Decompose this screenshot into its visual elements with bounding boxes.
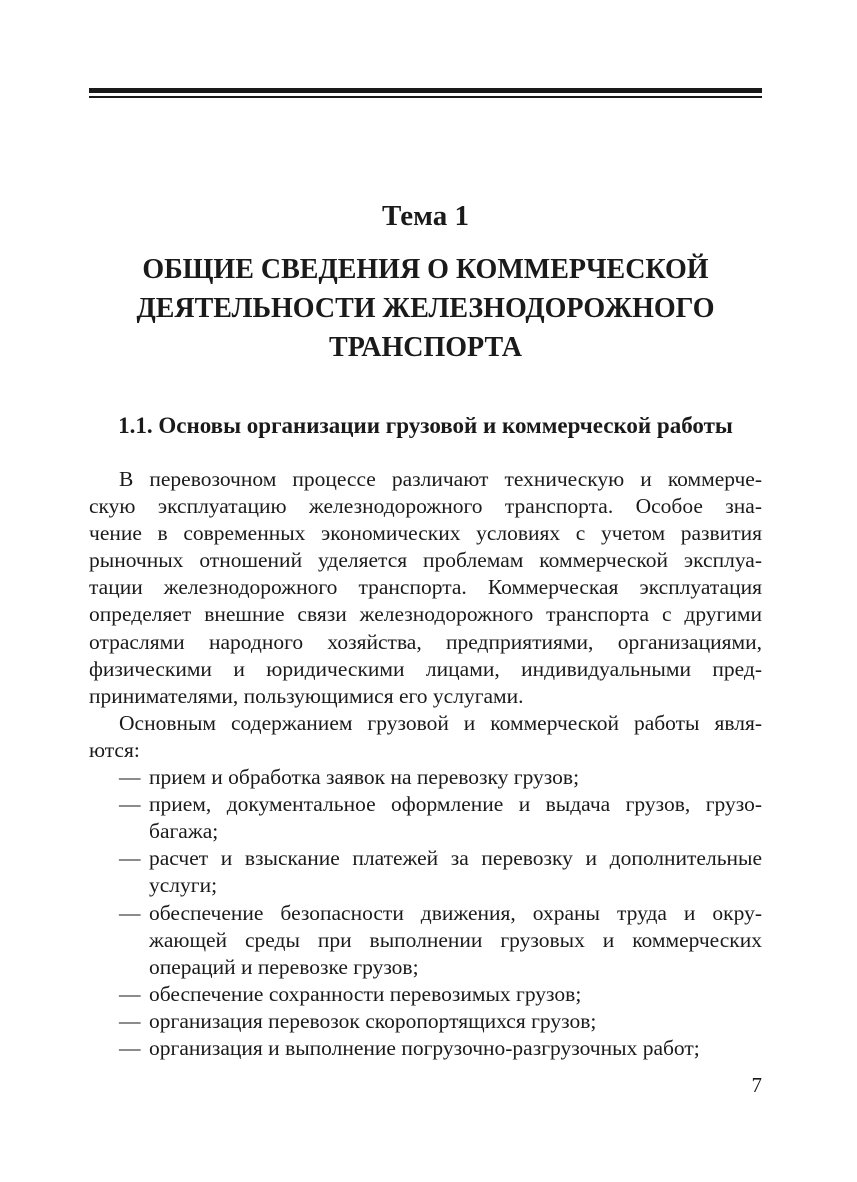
chapter-title-line: ТРАНСПОРТА: [329, 332, 522, 363]
list-item: [89, 1008, 762, 1035]
paragraph-line: Основным содержанием грузовой и коммерческой работы явля-: [119, 710, 762, 735]
list-item-line: [89, 791, 762, 818]
list-item-text: организация и выполнение погрузочно-разгрузочных работ;: [149, 1035, 700, 1060]
dash-marker: —: [119, 765, 141, 790]
list-item: [89, 764, 762, 791]
list-item-text: обеспечение безопасности движения, охраны труда и окру-: [149, 900, 762, 925]
paragraph-line: физическими и юридическими лицами, индивидуальными пред-: [89, 656, 762, 681]
dash-marker: —: [119, 846, 141, 871]
list-item-line: услуги;: [149, 873, 218, 898]
list-item-line: жающей среды при выполнении грузовых и коммерческих: [149, 927, 762, 952]
list-item-text: организация перевозок скоропортящихся грузов;: [149, 1008, 597, 1033]
paragraph-line: отраслями народного хозяйства, предприятиями, организациями,: [89, 629, 762, 654]
list-item-line: операций и перевозке грузов;: [149, 954, 419, 979]
list-item-line: [89, 1035, 762, 1062]
list-item: [89, 1035, 762, 1062]
list-item: [89, 900, 762, 981]
dash-marker: —: [119, 1008, 141, 1033]
list-item: [89, 981, 762, 1008]
list-item-line: [89, 845, 762, 872]
paragraph-line: определяет внешние связи железнодорожного транспорта с другими: [89, 602, 762, 627]
header-rule-thin: [89, 96, 762, 98]
list-item-line: [89, 900, 762, 927]
paragraph-line: В перевозочном процессе различают техническую и коммерче-: [119, 467, 762, 491]
section-title: 1.1. Основы организации грузовой и коммерческой работы: [118, 413, 733, 438]
bullet-list: [89, 764, 762, 1062]
list-item-text: прием и обработка заявок на перевозку грузов;: [149, 765, 580, 790]
list-item-text: расчет и взыскание платежей за перевозку и дополнительные: [149, 846, 762, 871]
list-item: [89, 791, 762, 845]
paragraph: [89, 466, 762, 710]
dash-marker: —: [119, 1035, 141, 1060]
header-rule-thick: [89, 88, 762, 93]
paragraph-line: чение в современных экономических условиях с учетом развития: [89, 521, 762, 546]
paragraph: [89, 710, 762, 764]
paragraph-line: тации железнодорожного транспорта. Коммерческая эксплуатация: [89, 575, 762, 600]
chapter-title-line: ОБЩИЕ СВЕДЕНИЯ О КОММЕРЧЕСКОЙ: [142, 254, 709, 285]
paragraph-line: ются:: [89, 737, 140, 762]
list-item-text: прием, документальное оформление и выдача грузов, грузо-: [149, 792, 762, 817]
list-item-line: [89, 764, 762, 791]
list-item-line: багажа;: [149, 819, 219, 844]
body-text: [89, 466, 762, 1062]
page-number: 7: [751, 1073, 762, 1097]
paragraph-line: рыночных отношений уделяется проблемам коммерческой эксплуа-: [89, 548, 762, 573]
chapter-title-line: ДЕЯТЕЛЬНОСТИ ЖЕЛЕЗНОДОРОЖНОГО: [136, 293, 715, 324]
list-item-line: [89, 981, 762, 1008]
dash-marker: —: [119, 981, 141, 1006]
chapter-title: [89, 250, 762, 367]
paragraph-line: скую эксплуатацию железнодорожного транспорта. Особое зна-: [89, 494, 762, 519]
dash-marker: —: [119, 900, 141, 925]
paragraph-line: принимателями, пользующимися его услугами.: [89, 683, 524, 708]
list-item-text: обеспечение сохранности перевозимых грузов;: [149, 981, 582, 1006]
dash-marker: —: [119, 792, 141, 817]
list-item-line: [89, 1008, 762, 1035]
topic-label: Тема 1: [382, 200, 469, 232]
list-item: [89, 845, 762, 899]
